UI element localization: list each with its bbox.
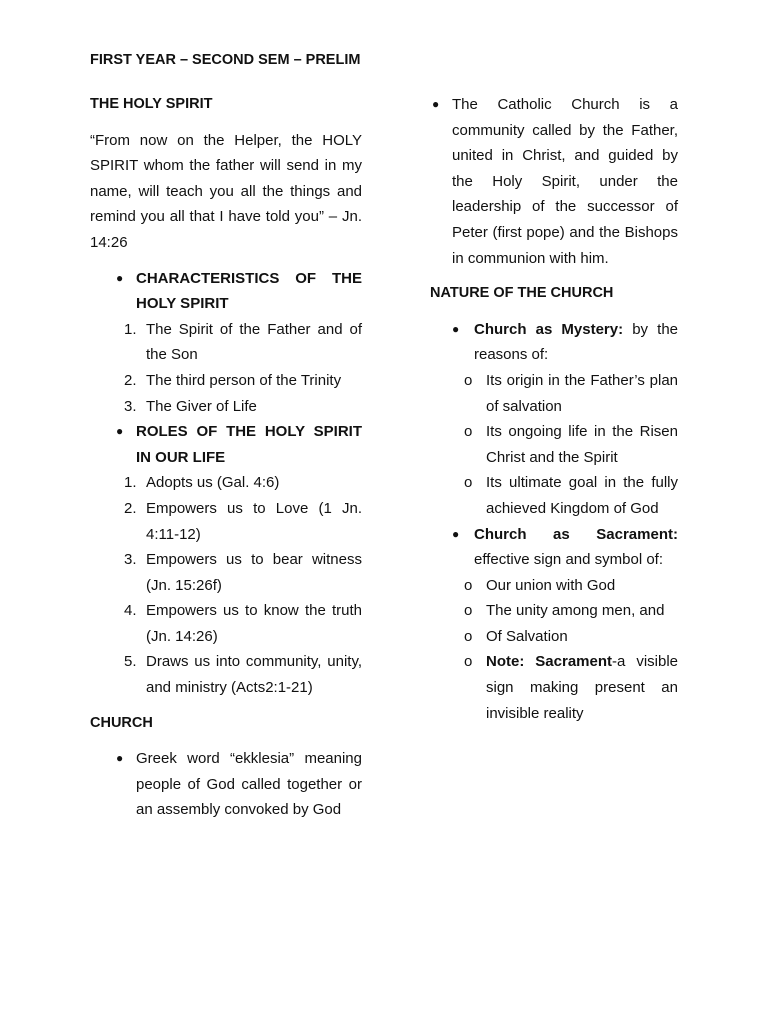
catholic-church-text: The Catholic Church is a community called by the Father, united in Christ, and guided by the Holy Spirit, under the leadership of the successor of Peter (first pope) and the Bishops in communion with him. [452, 96, 678, 267]
sacrament-list [430, 573, 678, 727]
church-bullet [90, 746, 362, 823]
list-item: o Our union with God [464, 576, 616, 594]
list-item: 4. Empowers us to know the truth (Jn. 14:26) [124, 602, 362, 645]
list-item: 3. The Giver of Life [124, 397, 257, 415]
list-item: o Of Salvation [464, 627, 568, 645]
sacrament-bullet [430, 522, 678, 573]
nature-heading: NATURE OF THE CHURCH [430, 285, 614, 302]
catholic-church-bullet [430, 92, 678, 271]
sacrament-label: Church as Sacrament: [474, 525, 678, 543]
bullet-icon: ● [432, 97, 440, 111]
page-title: FIRST YEAR – SECOND SEM – PRELIM [90, 52, 361, 68]
bullet-icon: ● [452, 321, 460, 336]
bullet-icon: ● [116, 751, 124, 766]
mystery-list [430, 368, 678, 522]
list-item: 1. The Spirit of the Father and of the Son [124, 320, 362, 364]
bullet-icon: ● [452, 526, 460, 541]
list-item: o Its ultimate goal in the fully achieved Kingdom of God [464, 474, 678, 517]
roles-bullet [90, 419, 362, 470]
mystery-label: Church as Mystery: [474, 320, 624, 338]
characteristics-heading: CHARACTERISTICS OF THE HOLY SPIRIT [136, 269, 362, 313]
list-item: 5. Draws us into community, unity, and ministry (Acts2:1-21) [124, 653, 362, 697]
roles-heading: ROLES OF THE HOLY SPIRIT IN OUR LIFE [136, 423, 362, 466]
left-column [90, 92, 362, 823]
characteristics-bullet [90, 266, 362, 317]
bullet-icon: ● [116, 424, 124, 439]
list-item: o The unity among men, and [464, 602, 665, 620]
right-column [430, 92, 678, 726]
list-item: 1. Adopts us (Gal. 4:6) [124, 474, 280, 492]
roles-list [90, 470, 362, 700]
list-item: o Its origin in the Father’s plan of salvation [464, 371, 678, 415]
holy-spirit-quote: “From now on the Helper, the HOLY SPIRIT whom the father will send in my name, will teach you all the things and remind you all that I have told you” – Jn. 14:26 [90, 131, 362, 251]
note-item: o Note: Sacrament-a visible sign making present an invisible reality [464, 653, 679, 722]
list-item: 2. The third person of the Trinity [124, 371, 342, 389]
church-heading: CHURCH [90, 714, 153, 731]
church-definition: Greek word “ekklesia” meaning people of God called together or an assembly convoked by God [136, 750, 362, 819]
mystery-bullet [430, 317, 678, 368]
list-item: o Its ongoing life in the Risen Christ and the Spirit [464, 423, 678, 466]
bullet-icon: ● [116, 270, 124, 285]
mystery-text: by the reasons of: [474, 320, 678, 364]
list-item: 3. Empowers us to bear witness (Jn. 15:26f) [124, 551, 362, 594]
list-item: 2. Empowers us to Love (1 Jn. 4:11-12) [124, 499, 362, 543]
characteristics-list [90, 317, 362, 419]
holy-spirit-heading: THE HOLY SPIRIT [90, 96, 213, 112]
sacrament-text: effective sign and symbol of: [474, 551, 663, 569]
